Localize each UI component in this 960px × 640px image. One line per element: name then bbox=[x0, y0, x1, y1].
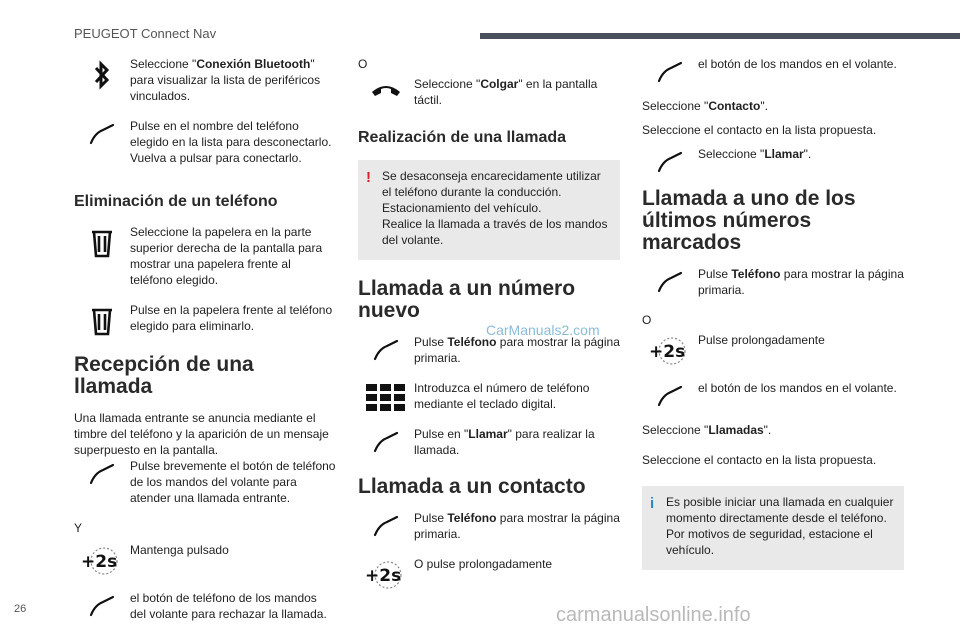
heading-new-number: Llamada a un número nuevo bbox=[358, 277, 576, 322]
step-hold-2: +2s O pulse prolongadamente bbox=[358, 556, 620, 590]
hold-2s-icon bbox=[642, 332, 698, 366]
step-phone-3: Pulse Teléfono para mostrar la página primaria. bbox=[642, 266, 904, 298]
finger-tap-icon bbox=[358, 426, 414, 458]
finger-tap-icon bbox=[642, 266, 698, 298]
column-1 bbox=[74, 56, 336, 636]
step-llamar: Seleccione "Llamar". bbox=[642, 146, 904, 174]
step-bluetooth: Seleccione "Conexión Bluetooth" para visualizar la lista de periféricos vinculados. bbox=[74, 56, 336, 104]
heading-receive-call: Recepción de una llamada bbox=[74, 353, 254, 398]
hang-up-icon bbox=[358, 76, 414, 108]
heading-make-call: Realización de una llamada bbox=[358, 129, 567, 146]
finger-tap-icon bbox=[642, 146, 698, 174]
manual-title: PEUGEOT Connect Nav bbox=[74, 26, 217, 41]
heading-call-contact: Llamada a un contacto bbox=[358, 475, 586, 498]
page-number: 26 bbox=[14, 603, 27, 615]
or-label-2: O bbox=[642, 313, 652, 327]
and-label: Y bbox=[74, 521, 83, 535]
warning-box: ! Se desaconseja encarecidamente utilizar el teléfono durante la conducción. Estacionamiento del vehículo. Realice la llamada a través de los mandos del volante. bbox=[358, 160, 620, 260]
finger-tap-icon bbox=[74, 590, 130, 622]
step-hangup: Seleccione "Colgar" en la pantalla táctil. bbox=[358, 76, 620, 108]
receive-paragraph: Una llamada entrante se anuncia mediante el timbre del teléfono y la aparición de un mensaje superpuesto en la pantalla. bbox=[74, 411, 329, 457]
step-hold-3: +2s Pulse prolongadamente bbox=[642, 332, 904, 366]
trash-icon bbox=[74, 302, 130, 336]
watermark-center: CarManuals2.com bbox=[486, 322, 600, 338]
select-contact-list: Seleccione el contacto en la lista propuesta. bbox=[642, 123, 877, 137]
hold-2s-label: +2s bbox=[81, 552, 118, 572]
hold-2s-label: +2s bbox=[649, 342, 686, 362]
step-answer: Pulse brevemente el botón de teléfono de los mandos del volante para atender una llamada entrante. bbox=[74, 458, 336, 506]
info-box: i Es posible iniciar una llamada en cualquier momento directamente desde el teléfono. Por motivos de seguridad, estacione el vehículo. bbox=[642, 486, 904, 570]
finger-tap-icon bbox=[642, 56, 698, 84]
step-select-phone: Pulse en el nombre del teléfono elegido en la lista para desconectarlo. Vuelva a pulsar para conectarlo. bbox=[74, 118, 336, 166]
finger-tap-icon bbox=[642, 380, 698, 408]
finger-tap-icon bbox=[358, 334, 414, 366]
info-icon: i bbox=[650, 495, 655, 512]
select-contact-list-2: Seleccione el contacto en la lista propuesta. bbox=[642, 453, 877, 467]
heading-recent-calls: Llamada a uno de los últimos números marcados bbox=[642, 187, 856, 254]
header-bar bbox=[480, 33, 960, 39]
select-contacto: Seleccione "Contacto". bbox=[642, 99, 768, 113]
step-reject: el botón de teléfono de los mandos del volante para rechazar la llamada. bbox=[74, 590, 336, 622]
step-call: Pulse en "Llamar" para realizar la llamada. bbox=[358, 426, 620, 458]
trash-icon bbox=[74, 224, 130, 288]
step-wheel: el botón de los mandos en el volante. bbox=[642, 56, 904, 84]
select-llamadas: Seleccione "Llamadas". bbox=[642, 423, 772, 437]
step-keypad: Introduzca el número de teléfono mediante el teclado digital. bbox=[358, 380, 620, 412]
step-wheel-2: el botón de los mandos en el volante. bbox=[642, 380, 904, 408]
hold-2s-icon bbox=[358, 556, 414, 590]
finger-tap-icon bbox=[74, 458, 130, 506]
finger-tap-icon bbox=[358, 510, 414, 542]
step-trash-1: Seleccione la papelera en la parte superior derecha de la pantalla para mostrar una papelera frente al teléfono elegido. bbox=[74, 224, 336, 288]
watermark-bottom: carmanualsonline.info bbox=[556, 604, 751, 626]
step-hold: +2s Mantenga pulsado bbox=[74, 542, 336, 576]
keypad-icon bbox=[358, 380, 414, 412]
hold-2s-label: +2s bbox=[365, 566, 402, 586]
warning-icon: ! bbox=[366, 169, 371, 186]
step-phone-2: Pulse Teléfono para mostrar la página primaria. bbox=[358, 510, 620, 542]
column-3 bbox=[642, 56, 904, 584]
hold-2s-icon bbox=[74, 542, 130, 576]
or-label: O bbox=[358, 57, 368, 71]
bluetooth-icon bbox=[74, 56, 130, 104]
finger-tap-icon bbox=[74, 118, 130, 166]
heading-delete-phone: Eliminación de un teléfono bbox=[74, 193, 278, 210]
step-phone: Pulse Teléfono para mostrar la página primaria. bbox=[358, 334, 620, 366]
step-trash-2: Pulse en la papelera frente al teléfono elegido para eliminarlo. bbox=[74, 302, 336, 336]
